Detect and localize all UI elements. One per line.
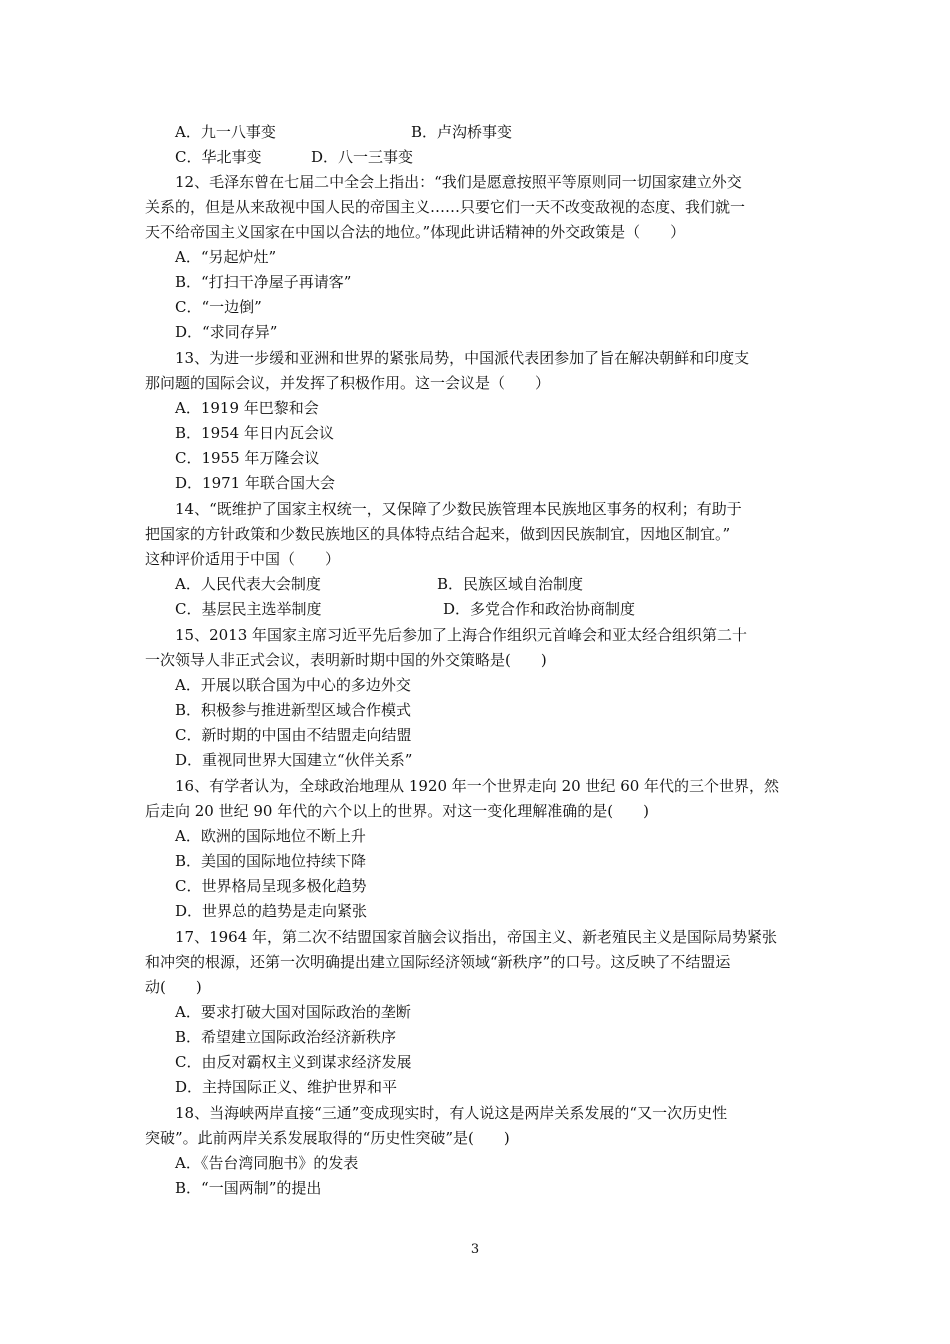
q13-stem-line: 13、为进一步缓和亚洲和世界的紧张局势，中国派代表团参加了旨在解决朝鲜和印度支 xyxy=(175,349,750,367)
q11-option-b: B．卢沟桥事变 xyxy=(411,123,513,141)
q12-stem-line: 12、毛泽东曾在七届二中全会上指出：“我们是愿意按照平等原则同一切国家建立外交 xyxy=(175,173,742,191)
q12-stem-line: 天不给帝国主义国家在中国以合法的地位。”体现此讲话精神的外交政策是（ ） xyxy=(145,223,686,241)
q14-options-row-2 xyxy=(175,597,840,622)
q11-option-c: C．华北事变 xyxy=(175,148,262,166)
q15-stem-line: 一次领导人非正式会议，表明新时期中国的外交策略是( ) xyxy=(145,651,547,669)
q17-option: C．由反对霸权主义到谋求经济发展 xyxy=(175,1053,412,1071)
q12-option: A．“另起炉灶” xyxy=(175,248,277,266)
q14-stem-line: 这种评价适用于中国（ ） xyxy=(145,550,341,568)
q17-stem-line: 动( ) xyxy=(145,978,202,996)
q17-stem-line: 17、1964 年，第二次不结盟国家首脑会议指出，帝国主义、新老殖民主义是国际局势紧张 xyxy=(175,928,778,946)
q13-stem-line: 那问题的国际会议，并发挥了积极作用。这一会议是（ ） xyxy=(145,374,551,392)
q16-option: A．欧洲的国际地位不断上升 xyxy=(175,827,366,845)
q11-option-a: A．九一八事变 xyxy=(175,123,276,141)
q16-stem-line: 16、有学者认为，全球政治地理从 1920 年一个世界走向 20 世纪 60 年代的三个世界，然 xyxy=(175,777,780,795)
q16-option: D．世界总的趋势是走向紧张 xyxy=(175,902,368,920)
q17-option: D．主持国际正义、维护世界和平 xyxy=(175,1078,398,1096)
q15-stem-line: 15、2013 年国家主席习近平先后参加了上海合作组织元首峰会和亚太经合组织第二十 xyxy=(175,626,748,644)
q13-option: B．1954 年日内瓦会议 xyxy=(175,424,334,442)
q14-option-d: D．多党合作和政治协商制度 xyxy=(443,600,636,618)
q11-options-row-2 xyxy=(175,145,840,170)
q14-stem-line: 把国家的方针政策和少数民族地区的具体特点结合起来，做到因民族制宜，因地区制宜。” xyxy=(145,525,731,543)
q17-stem-line: 和冲突的根源，还第一次明确提出建立国际经济领域“新秩序”的口号。这反映了不结盟运 xyxy=(145,953,731,971)
q14-option-b: B．民族区域自治制度 xyxy=(437,575,584,593)
q14-option-c: C．基层民主选举制度 xyxy=(175,600,322,618)
q17-option: A．要求打破大国对国际政治的垄断 xyxy=(175,1003,411,1021)
q13-option: C．1955 年万隆会议 xyxy=(175,449,320,467)
q18-stem-line: 18、当海峡两岸直接“三通”变成现实时，有人说这是两岸关系发展的“又一次历史性 xyxy=(175,1104,728,1122)
q14-option-a: A．人民代表大会制度 xyxy=(175,575,321,593)
q11-options-row-1 xyxy=(175,120,840,145)
q17-option: B．希望建立国际政治经济新秩序 xyxy=(175,1028,397,1046)
q12-stem-line: 关系的，但是从来敌视中国人民的帝国主义……只要它们一天不改变敌视的态度、我们就一 xyxy=(145,198,746,216)
q15-option: C．新时期的中国由不结盟走向结盟 xyxy=(175,726,412,744)
q14-options-row-1 xyxy=(175,572,840,597)
q18-option: A．《告台湾同胞书》的发表 xyxy=(175,1154,359,1172)
q15-option: B．积极参与推进新型区域合作模式 xyxy=(175,701,412,719)
q16-stem-line: 后走向 20 世纪 90 年代的六个以上的世界。对这一变化理解准确的是( ) xyxy=(145,802,649,820)
q18-option: B．“一国两制”的提出 xyxy=(175,1179,322,1197)
q16-option: C．世界格局呈现多极化趋势 xyxy=(175,877,367,895)
q18-stem-line: 突破”。此前两岸关系发展取得的“历史性突破”是( ) xyxy=(145,1129,510,1147)
page-number: 3 xyxy=(470,1242,480,1257)
q13-option: A．1919 年巴黎和会 xyxy=(175,399,319,417)
q12-option: B．“打扫干净屋子再请客” xyxy=(175,273,352,291)
q11-option-d: D．八一三事变 xyxy=(311,148,414,166)
q15-option: A．开展以联合国为中心的多边外交 xyxy=(175,676,411,694)
q14-stem-line: 14、“既维护了国家主权统一，又保障了少数民族管理本民族地区事务的权利；有助于 xyxy=(175,500,742,518)
q12-option: C．“一边倒” xyxy=(175,298,262,316)
q15-option: D．重视同世界大国建立“伙伴关系” xyxy=(175,751,413,769)
q13-option: D．1971 年联合国大会 xyxy=(175,474,335,492)
q16-option: B．美国的国际地位持续下降 xyxy=(175,852,367,870)
q12-option: D．“求同存异” xyxy=(175,323,278,341)
